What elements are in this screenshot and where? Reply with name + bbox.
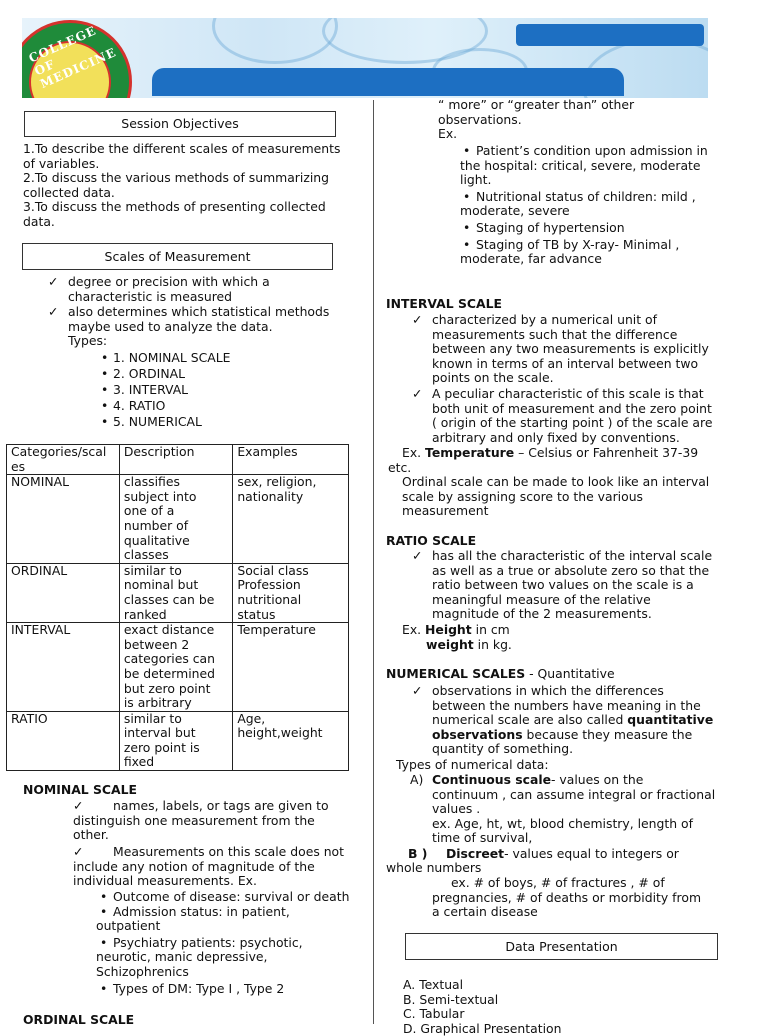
ratio-check-1	[432, 549, 712, 622]
nominal-paragraph-2	[73, 845, 344, 889]
para-line: between any two measurements is explicitly	[432, 341, 709, 357]
nominal-paragraph-1	[73, 799, 329, 843]
para-line: ratio between two values on the scale is a	[432, 577, 694, 593]
list-item: A. Textual	[403, 977, 464, 992]
objective-line: 2.To discuss the various methods of summarizing	[23, 170, 330, 186]
list-item: • 2. ORDINAL	[113, 366, 230, 382]
objective-line: collected data.	[23, 184, 115, 200]
cell-text: classifies subject into one of a number of qualitative classes	[123, 474, 197, 563]
para-text: - values equal to integers or	[504, 846, 679, 861]
para-text: Measurements on this scale does not	[113, 844, 344, 859]
cell-text: ORDINAL	[11, 562, 68, 578]
table-header-cell	[233, 445, 349, 475]
list-item: • Staging of hypertension	[463, 219, 625, 235]
ex-line	[402, 638, 512, 653]
objective-line: of variables.	[23, 155, 100, 171]
list-item: B. Semi-textual	[403, 991, 499, 1007]
item-text: neurotic, manic depressive,	[96, 949, 268, 965]
para-line: arbitrary and only fixed by conventions.	[432, 429, 680, 445]
cell-text: Social class Profession nutritional status	[237, 562, 309, 622]
cell-text: similar to nominal but classes can be ranked	[123, 562, 215, 622]
item-text: Psychiatry patients: psychotic,	[113, 934, 303, 950]
heading-text: NUMERICAL SCALES	[386, 666, 526, 681]
interval-example	[402, 446, 698, 461]
column-divider	[373, 100, 374, 1024]
session-objectives-box	[24, 111, 336, 137]
ratio-example	[402, 623, 512, 652]
check-line: ✓ degree or precision with which a	[68, 275, 270, 290]
para-line: points on the scale.	[432, 370, 554, 386]
header-banner	[22, 18, 708, 98]
heading-sub: - Quantitative	[525, 666, 615, 681]
check-line: ✓ also determines which statistical methods	[68, 305, 329, 320]
para-line: ✓ characterized by a numerical unit of	[432, 313, 709, 328]
para-bold: observations	[432, 726, 523, 742]
cell-text: Categories/scal es	[11, 444, 107, 474]
item-text: outpatient	[96, 918, 161, 934]
scales-of-measurement-title: Scales of Measurement	[104, 249, 251, 264]
scales-check-1	[68, 275, 270, 304]
discreet-examples	[432, 876, 701, 920]
para-line: other.	[73, 827, 109, 843]
para-line: ( origin of the starting point ) of the scale are	[432, 415, 713, 431]
para-line: known in terms of an interval between two	[432, 355, 699, 371]
list-item: • 4. RATIO	[113, 398, 230, 414]
ratio-scale-heading: RATIO SCALE	[386, 533, 477, 548]
para-line: a certain disease	[432, 904, 538, 920]
interval-etc: etc.	[388, 460, 412, 475]
para-line: ✓ names, labels, or tags are given to	[73, 798, 329, 813]
para-text: - values on the	[551, 772, 644, 787]
para-line: measurement	[402, 503, 489, 519]
para-line: quantity of something.	[432, 741, 574, 757]
para-text: because they measure the	[522, 726, 693, 742]
objective-line: 3.To discuss the methods of presenting collected	[23, 199, 326, 215]
item-text: light.	[460, 172, 492, 188]
interval-scale-heading: INTERVAL SCALE	[386, 296, 502, 311]
para-line: both unit of measurement and the zero point	[432, 400, 712, 416]
scales-table	[6, 444, 349, 771]
nominal-examples	[96, 890, 349, 996]
list-item: • Outcome of disease: survival or death	[100, 889, 350, 904]
list-item: • Staging of TB by X-ray- Minimal ,	[463, 236, 680, 252]
numerical-check-1	[432, 684, 713, 757]
college-seal-logo	[22, 20, 132, 98]
list-item: • Psychiatry patients: psychotic,	[100, 934, 303, 950]
ex-line	[402, 623, 512, 638]
cell-text: exact distance between 2 categories can be determined but zero point is arbitrary	[123, 622, 216, 711]
cell-text: Temperature	[237, 622, 316, 638]
header-subtitle-bar	[152, 68, 624, 96]
header-title-bar	[516, 24, 704, 46]
list-item: • 1. NOMINAL SCALE	[113, 350, 230, 366]
ex-prefix: Ex.	[402, 445, 426, 460]
para-line: between the numbers have meaning in the	[432, 697, 701, 713]
para-line: Ordinal scale can be made to look like an interval	[402, 474, 710, 489]
objective-line: data.	[23, 213, 55, 229]
para-text: names, labels, or tags are given to	[113, 798, 329, 813]
cell-text: Examples	[237, 444, 298, 459]
ex-suffix: in kg.	[473, 636, 512, 652]
para-line: measurements such that the difference	[432, 326, 678, 342]
table-cell	[233, 563, 349, 622]
item-text: Schizophrenics	[96, 963, 189, 979]
ex-prefix: Ex.	[402, 622, 426, 637]
table-cell	[233, 623, 349, 712]
ex-suffix: in cm	[471, 622, 510, 637]
para-text: numerical scale are also called	[432, 712, 628, 728]
para-line: continuum , can assume integral or fractional	[432, 786, 716, 802]
para-line	[432, 773, 715, 788]
ex-term: weight	[426, 636, 474, 652]
numerical-types-label: Types of numerical data:	[396, 757, 549, 772]
term: Continuous scale	[432, 772, 551, 787]
para-line: ✓ Measurements on this scale does not	[73, 844, 344, 859]
para-line: distinguish one measurement from the	[73, 812, 315, 828]
interval-check-2	[432, 387, 712, 445]
list-item: D. Graphical Presentation	[403, 1020, 562, 1036]
table-cell	[233, 475, 349, 564]
para-line	[432, 713, 713, 728]
para-line: scale by assigning score to the various	[402, 488, 644, 504]
list-item: C. Tabular	[403, 1006, 465, 1022]
para-line: ✓ observations in which the differences	[432, 684, 713, 699]
para-line: as well as a true or absolute zero so that the	[432, 562, 710, 578]
para-line: ex. Age, ht, wt, blood chemistry, length of	[432, 815, 693, 831]
para-line: pregnancies, # of deaths or morbidity from	[432, 889, 702, 905]
item-text: Types of DM: Type I , Type 2	[113, 980, 285, 996]
table-cell	[7, 475, 120, 564]
item-text: Patient’s condition upon admission in	[476, 143, 708, 158]
para-line: “ more” or “greater than” other	[438, 97, 635, 112]
para-line: ✓ A peculiar characteristic of this scale is that	[432, 387, 712, 402]
table-cell	[7, 623, 120, 712]
table-cell	[119, 475, 232, 564]
interval-check-1	[432, 313, 709, 386]
table-cell	[119, 711, 232, 770]
para-line: ✓ has all the characteristic of the interval scale	[432, 549, 712, 564]
objectives-text	[23, 142, 340, 230]
continuous-scale	[432, 773, 715, 846]
table-row	[7, 475, 349, 564]
cell-text: sex, religion, nationality	[237, 474, 317, 504]
para-bold: quantitative	[627, 712, 714, 728]
para-line: magnitude of the 2 measurements.	[432, 606, 652, 622]
check-line: maybe used to analyze the data.	[68, 318, 273, 334]
para-line: individual measurements. Ex.	[73, 873, 257, 889]
continuous-label: A)	[410, 772, 424, 787]
ex-term: Temperature	[425, 445, 515, 460]
ex-label: Ex.	[438, 126, 458, 142]
check-line: characteristic is measured	[68, 288, 233, 304]
discreet-line-2: whole numbers	[386, 860, 482, 875]
para-line: time of survival,	[432, 830, 533, 846]
table-row	[7, 711, 349, 770]
para-line: observations.	[438, 111, 522, 127]
discreet-label: B )	[408, 846, 428, 861]
types-list	[113, 350, 230, 430]
item-text: Staging of hypertension	[476, 219, 625, 235]
term: Discreet	[446, 846, 505, 861]
list-item: • 3. INTERVAL	[113, 382, 230, 398]
list-item: • Types of DM: Type I , Type 2	[100, 980, 285, 996]
item-text: Outcome of disease: survival or death	[113, 889, 350, 904]
table-row	[7, 563, 349, 622]
item-text: moderate, severe	[460, 203, 570, 219]
list-item: • Nutritional status of children: mild ,	[463, 188, 696, 204]
item-text: Staging of TB by X-ray- Minimal ,	[476, 236, 680, 252]
nominal-scale-heading: NOMINAL SCALE	[23, 782, 137, 797]
cell-text: RATIO	[11, 710, 48, 726]
item-text: Nutritional status of children: mild ,	[476, 188, 696, 204]
types-label: Types:	[68, 333, 108, 349]
objective-line: 1.To describe the different scales of measurements	[23, 141, 341, 156]
table-cell	[7, 563, 120, 622]
data-presentation-box	[405, 933, 718, 960]
para-line	[432, 728, 713, 743]
scales-check-2	[68, 305, 329, 349]
interval-note	[402, 475, 709, 519]
ordinal-scale-heading: ORDINAL SCALE	[23, 1012, 135, 1027]
ex-suffix: – Celsius or Fahrenheit 37-39	[514, 445, 699, 460]
ex-term: Height	[425, 622, 472, 637]
list-item: • Admission status: in patient,	[100, 903, 290, 919]
session-objectives-title: Session Objectives	[121, 116, 239, 131]
table-row	[7, 623, 349, 712]
table-header-cell	[119, 445, 232, 475]
para-line: meaningful measure of the relative	[432, 591, 651, 607]
table-cell	[233, 711, 349, 770]
scales-of-measurement-box	[22, 243, 333, 270]
item-text: Admission status: in patient,	[113, 903, 290, 919]
data-presentation-title: Data Presentation	[505, 939, 618, 954]
list-item: • Patient’s condition upon admission in	[463, 143, 708, 158]
table-header-row	[7, 445, 349, 475]
cell-text: Age, height,weight	[237, 710, 323, 741]
para-line: ex. # of boys, # of fractures , # of	[451, 875, 665, 890]
item-text: moderate, far advance	[460, 251, 602, 267]
list-item: • 5. NUMERICAL	[113, 414, 230, 430]
logo-text: COLLEGE OF MEDICINE	[26, 23, 119, 92]
ordinal-continuation	[438, 98, 634, 142]
cell-text: INTERVAL	[11, 622, 71, 638]
table-cell	[7, 711, 120, 770]
para-line: values .	[432, 801, 481, 817]
item-text: the hospital: critical, severe, moderate	[460, 157, 701, 173]
para-line: include any notion of magnitude of the	[73, 858, 315, 874]
table-cell	[119, 563, 232, 622]
cell-text: similar to interval but zero point is fixed	[123, 710, 200, 770]
ordinal-examples	[460, 144, 708, 267]
presentation-list	[403, 978, 561, 1036]
numerical-scales-heading	[386, 667, 615, 682]
cell-text: Description	[123, 444, 195, 459]
table-header-cell	[7, 445, 120, 475]
table-cell	[119, 623, 232, 712]
cell-text: NOMINAL	[11, 474, 70, 490]
